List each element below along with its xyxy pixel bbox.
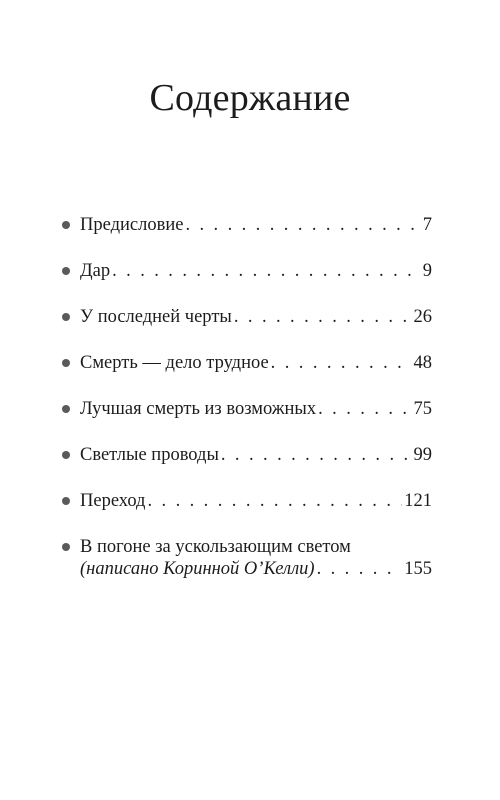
- table-of-contents: [60, 214, 432, 580]
- toc-item-label: Светлые проводы: [80, 445, 219, 465]
- toc-item-sublabel: (написано Коринной О’Келли): [80, 559, 315, 579]
- bullet-icon: [62, 221, 70, 229]
- toc-item-page: 121: [404, 491, 432, 511]
- dot-leader: [318, 398, 411, 420]
- toc-item-label: Смерть — дело трудное: [80, 353, 269, 373]
- toc-item: [60, 444, 432, 466]
- toc-item: [60, 306, 432, 328]
- toc-item-page: 7: [422, 215, 432, 235]
- toc-item-page: 155: [404, 559, 432, 579]
- toc-item-page: 48: [413, 353, 432, 373]
- toc-item-label: Переход: [80, 491, 146, 511]
- dot-leader: [185, 214, 420, 236]
- toc-item: [60, 490, 432, 512]
- toc-item: [60, 536, 432, 580]
- bullet-icon: [62, 405, 70, 413]
- toc-item-label: Предисловие: [80, 215, 184, 235]
- toc-item-page: 99: [413, 445, 432, 465]
- page-title: Содержание: [149, 77, 351, 119]
- dot-leader: [112, 260, 421, 282]
- bullet-icon: [62, 497, 70, 505]
- dot-leader: [147, 490, 402, 512]
- toc-item: [60, 214, 432, 236]
- bullet-icon: [62, 359, 70, 367]
- dot-leader: [221, 444, 412, 466]
- bullet-icon: [62, 543, 70, 551]
- toc-item-label: В погоне за ускользающим светом: [80, 537, 351, 557]
- dot-leader: [271, 352, 412, 374]
- toc-item-page: 75: [413, 399, 432, 419]
- toc-item-label: Лучшая смерть из возможных: [80, 399, 317, 419]
- toc-item-label: Дар: [80, 261, 111, 281]
- toc-item: [60, 352, 432, 374]
- toc-item: [60, 398, 432, 420]
- dot-leader: [317, 558, 403, 580]
- toc-item-page: 9: [422, 261, 432, 281]
- toc-item: [60, 260, 432, 282]
- bullet-icon: [62, 451, 70, 459]
- bullet-icon: [62, 267, 70, 275]
- dot-leader: [234, 306, 412, 328]
- toc-item-page: 26: [413, 307, 432, 327]
- toc-item-label: У последней черты: [80, 307, 232, 327]
- bullet-icon: [62, 313, 70, 321]
